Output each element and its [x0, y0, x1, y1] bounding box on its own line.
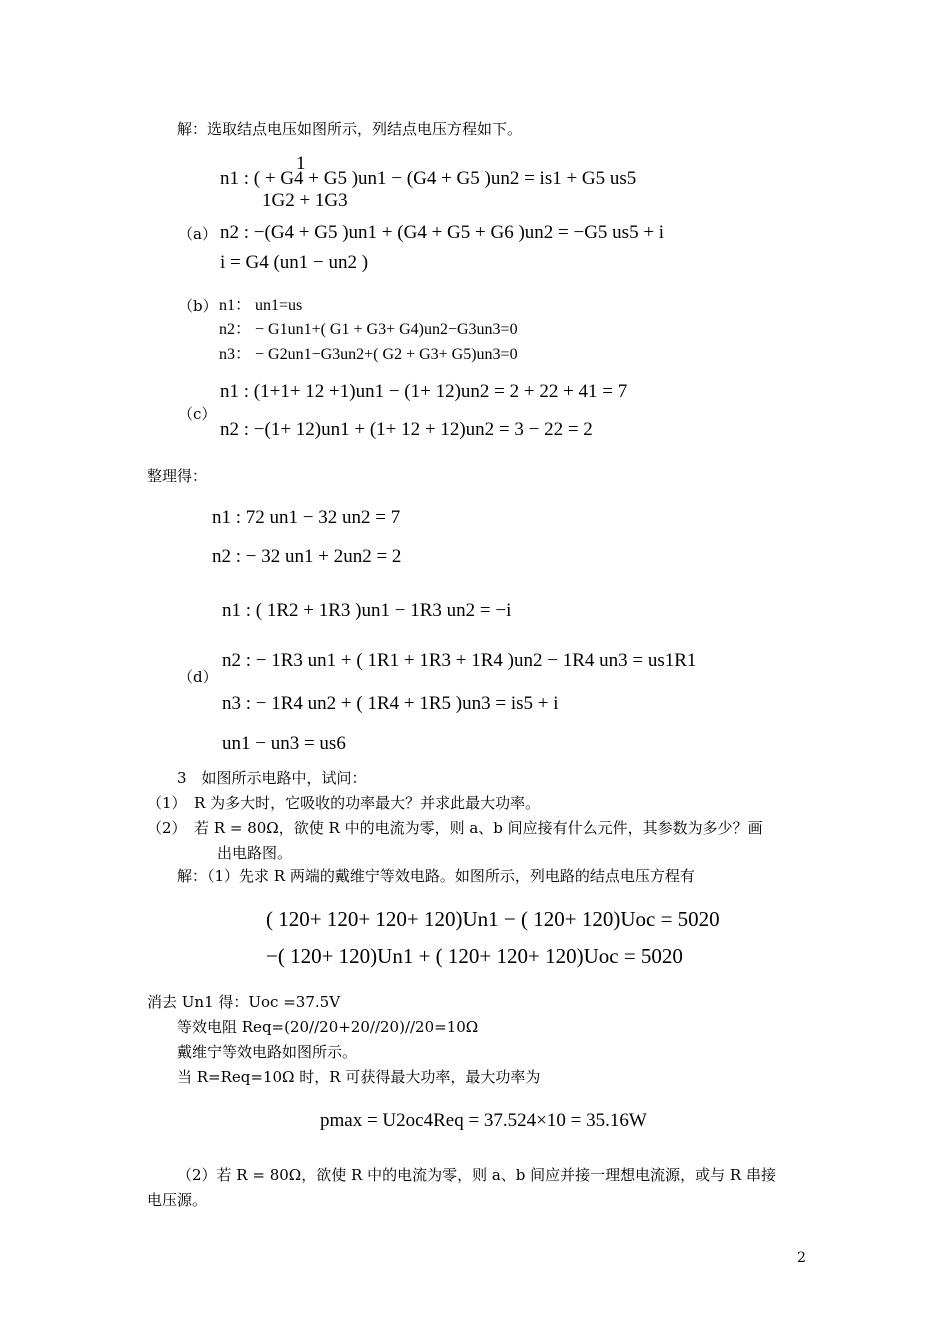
solution-part2-line-2: 电压源。 [147, 1191, 208, 1209]
eq-tidy-line-1: n1 : 72 un1 − 32 un2 = 7 [212, 507, 401, 528]
intro-line: 解：选取结点电压如图所示，列结点电压方程如下。 [177, 120, 523, 138]
label-b: （b） [178, 297, 218, 315]
eq-a-fraction-numerator: 1 [296, 153, 306, 174]
label-c: （c） [178, 405, 217, 423]
eq-a-line-1: n1 : ( + G4 + G5 )un1 − (G4 + G5 )un2 = is1 + G5 us5 [220, 168, 637, 189]
solution-thevenin: 戴维宁等效电路如图所示。 [177, 1043, 358, 1061]
label-d: （d） [178, 668, 218, 686]
eq-a-line-2: n2 : −(G4 + G5 )un1 + (G4 + G5 + G6 )un2 = −G5 us5 + i [220, 222, 665, 243]
eq-d-line-4: un1 − un3 = us6 [222, 733, 346, 754]
eq-a-fraction-denominator: 1G2 + 1G3 [262, 190, 348, 211]
eq-tidy-line-2: n2 : − 32 un1 + 2un2 = 2 [212, 546, 402, 567]
problem3-question-2-cont: 出电路图。 [217, 844, 293, 862]
solution-pmax: pmax = U2oc4Req = 37.524×10 = 35.16W [320, 1110, 647, 1131]
eq-b-line-3: n3： − G2un1−G3un2+( G2 + G3+ G5)un3=0 [219, 346, 518, 363]
tidy-label: 整理得： [147, 467, 208, 485]
page-number: 2 [797, 1250, 806, 1266]
eq-b-line-2: n2： − G1un1+( G1 + G3+ G4)un2−G3un3=0 [219, 321, 518, 338]
solution-line-1: 解：（1）先求 R 两端的戴维宁等效电路。如图所示，列电路的结点电压方程有 [177, 867, 695, 885]
solution-when: 当 R=Req=10Ω 时，R 可获得最大功率，最大功率为 [177, 1068, 541, 1086]
eq-a-line-3: i = G4 (un1 − un2 ) [220, 252, 369, 273]
solution-eq-1: ( 120+ 120+ 120+ 120)Un1 − ( 120+ 120)Uoc = 5020 [266, 907, 720, 931]
solution-req: 等效电阻 Req=(20//20+20//20)//20=10Ω [177, 1018, 479, 1036]
eq-b-line-1: n1： un1=us [219, 297, 303, 314]
problem3-title: 3 如图所示电路中，试问： [177, 769, 367, 787]
label-a: （a） [178, 225, 217, 243]
eq-d-line-3: n3 : − 1R4 un2 + ( 1R4 + 1R5 )un3 = is5 + i [222, 693, 559, 714]
problem3-question-2: （2） 若 R = 80Ω，欲使 R 中的电流为零，则 a、b 间应接有什么元件，其参数为多少？画 [147, 819, 763, 837]
problem3-question-1: （1） R 为多大时，它吸收的功率最大？并求此最大功率。 [147, 794, 541, 812]
solution-part2-line-1: （2）若 R = 80Ω，欲使 R 中的电流为零，则 a、b 间应并接一理想电流源，或与 R 串接 [177, 1166, 776, 1184]
eq-c-line-2: n2 : −(1+ 12)un1 + (1+ 12 + 12)un2 = 3 − 22 = 2 [220, 419, 593, 440]
eq-d-line-1: n1 : ( 1R2 + 1R3 )un1 − 1R3 un2 = −i [222, 600, 512, 621]
eq-d-line-2: n2 : − 1R3 un1 + ( 1R1 + 1R3 + 1R4 )un2 − 1R4 un3 = us1R1 [222, 650, 697, 671]
solution-eq-2: −( 120+ 120)Un1 + ( 120+ 120+ 120)Uoc = 5020 [266, 944, 683, 968]
eq-c-line-1: n1 : (1+1+ 12 +1)un1 − (1+ 12)un2 = 2 + 22 + 41 = 7 [220, 381, 628, 402]
solution-eliminate: 消去 Un1 得：Uoc =37.5V [147, 993, 341, 1011]
